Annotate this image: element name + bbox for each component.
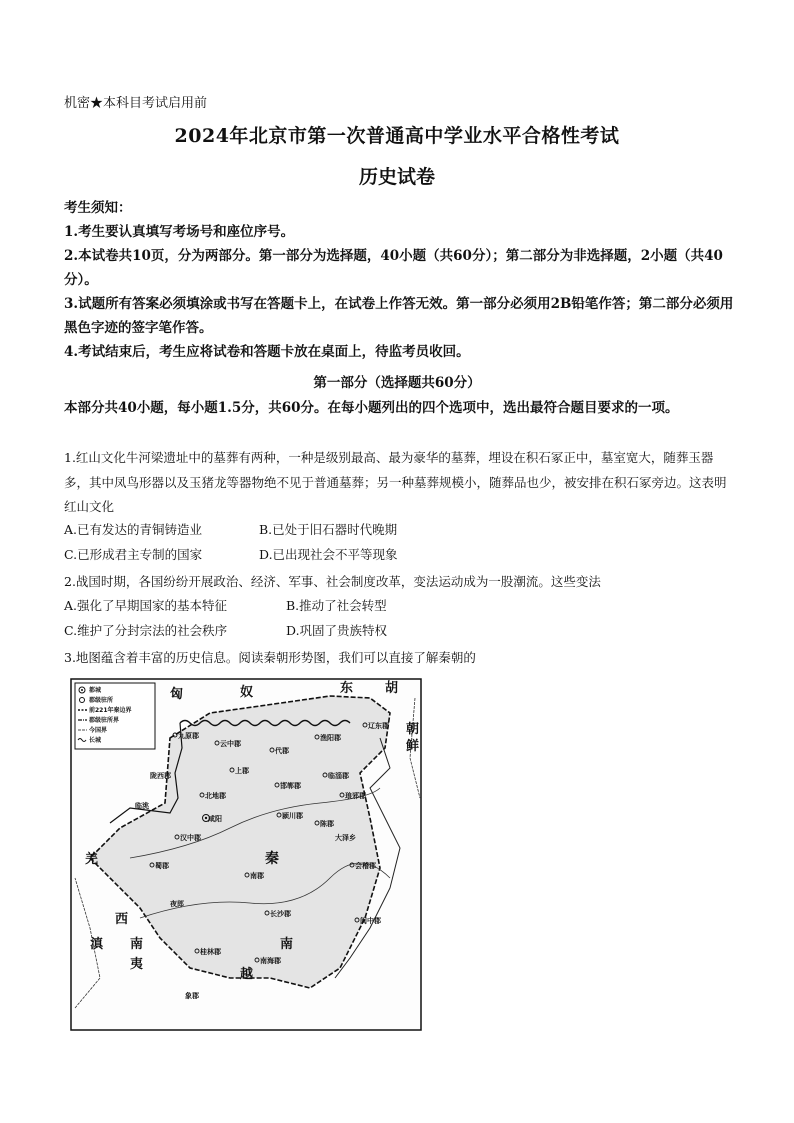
instruction-item: 2.本试卷共10页，分为两部分。第一部分为选择题，40小题（共60分）；第二部分为非选择题，2小题（共40分）。 — [64, 248, 723, 288]
q2-option-a[interactable]: A.强化了早期国家的基本特征 — [64, 598, 228, 613]
legend-capital: 都城 — [89, 687, 102, 694]
legend-modern-border: 今国界 — [89, 727, 108, 734]
map-place: 九原郡 — [178, 732, 199, 740]
map-place: 渔阳郡 — [320, 734, 341, 742]
question-3-stem: 3.地图蕴含着丰富的历史信息。阅读秦朝形势图，我们可以直接了解秦朝的 — [64, 650, 476, 665]
map-label-xian: 鲜 — [406, 739, 420, 754]
q2-option-d[interactable]: D.巩固了贵族特权 — [286, 623, 388, 638]
q2-option-c[interactable]: C.维护了分封宗法的社会秩序 — [64, 623, 228, 638]
map-label-nan2: 南 — [130, 937, 144, 952]
qin-dynasty-map — [70, 678, 422, 1031]
map-label-xiong: 匈 — [170, 687, 184, 702]
map-label-chao: 朝 — [406, 722, 420, 737]
map-label-hu: 胡 — [385, 681, 399, 696]
question-2-stem: 2.战国时期，各国纷纷开展政治、经济、军事、社会制度改革，变法运动成为一股潮流。这些变法 — [64, 574, 601, 589]
map-place: 琅邪郡 — [345, 792, 366, 800]
map-label-nan: 南 — [280, 937, 294, 952]
map-place: 临淄郡 — [328, 772, 349, 780]
legend-prefecture-border: 郡级驻所界 — [89, 717, 120, 724]
map-place: 象郡 — [185, 992, 199, 1000]
confidential-mark: 机密★本科目考试启用前 — [64, 96, 208, 111]
map-place: 陈郡 — [320, 820, 334, 828]
map-place: 咸阳 — [208, 815, 222, 823]
map-label-dong: 东 — [340, 681, 354, 696]
map-label-yi: 夷 — [130, 957, 144, 972]
map-place: 代郡 — [275, 747, 289, 755]
map-place: 北地郡 — [205, 792, 226, 800]
map-label-xi: 西 — [115, 912, 129, 927]
map-place: 颍川郡 — [282, 812, 303, 820]
map-place: 桂林郡 — [200, 948, 221, 956]
instructions — [64, 196, 734, 364]
legend-great-wall: 长城 — [89, 737, 102, 744]
instruction-item: 4.考试结束后，考生应将试卷和答题卡放在桌面上，待监考员收回。 — [64, 344, 470, 360]
map-place: 上郡 — [235, 767, 249, 775]
instructions-heading: 考生须知： — [64, 200, 132, 216]
map-place: 闽中郡 — [360, 917, 381, 925]
map-place: 大泽乡 — [335, 834, 356, 842]
q2-option-b[interactable]: B.推动了社会转型 — [286, 598, 387, 613]
map-label-qin: 秦 — [265, 851, 279, 867]
q1-option-d[interactable]: D.已出现社会不平等现象 — [259, 547, 398, 562]
map-place: 云中郡 — [220, 740, 241, 748]
legend-prefecture: 郡级驻所 — [89, 697, 114, 704]
map-place: 会稽郡 — [355, 862, 376, 870]
map-place: 夜郎 — [170, 900, 184, 908]
instruction-item: 3.试题所有答案必须填涂或书写在答题卡上，在试卷上作答无效。第一部分必须用2B铅笔作答；第二部分必须用黑色字迹的签字笔作答。 — [64, 296, 734, 336]
map-place: 辽东郡 — [368, 722, 389, 730]
part1-heading: 第一部分（选择题共60分） — [313, 375, 481, 391]
map-place: 南海郡 — [260, 957, 281, 965]
map-label-dian: 滇 — [90, 937, 104, 952]
instruction-item: 1.考生要认真填写考场号和座位序号。 — [64, 224, 295, 240]
question-1-stem: 1.红山文化牛河梁遗址中的墓葬有两种，一种是级别最高、最为豪华的墓葬，埋设在积石冢正中，墓室宽大，随葬玉器多，其中凤鸟形器以及玉猪龙等器物绝不见于普通墓葬；另一种墓葬规模小，随葬品也少，被安排在积石冢旁边。这表明红山文化 — [64, 450, 727, 514]
map-label-nu: 奴 — [240, 685, 254, 700]
map-place: 蜀郡 — [155, 862, 169, 870]
map-place: 邯郸郡 — [280, 782, 301, 790]
q1-option-b[interactable]: B.已处于旧石器时代晚期 — [259, 522, 398, 537]
map-place: 长沙郡 — [270, 910, 291, 918]
part1-intro: 本部分共40小题，每小题1.5分，共60分。在每小题列出的四个选项中，选出最符合题目要求的一项。 — [64, 400, 679, 416]
map-place: 陇西郡 — [150, 772, 171, 780]
legend-border-221bc: 前221年秦边界 — [89, 707, 132, 714]
map-place: 汉中郡 — [180, 834, 201, 842]
map-label-yue: 越 — [240, 967, 254, 982]
q1-option-a[interactable]: A.已有发达的青铜铸造业 — [64, 522, 203, 537]
map-label-qiang: 羌 — [85, 852, 99, 867]
exam-title: 2024年北京市第一次普通高中学业水平合格性考试 — [174, 125, 620, 147]
q1-option-c[interactable]: C.已形成君主专制的国家 — [64, 547, 203, 562]
exam-subtitle: 历史试卷 — [358, 166, 435, 188]
map-place: 南郡 — [250, 872, 264, 880]
map-place: 临洮 — [135, 802, 149, 810]
